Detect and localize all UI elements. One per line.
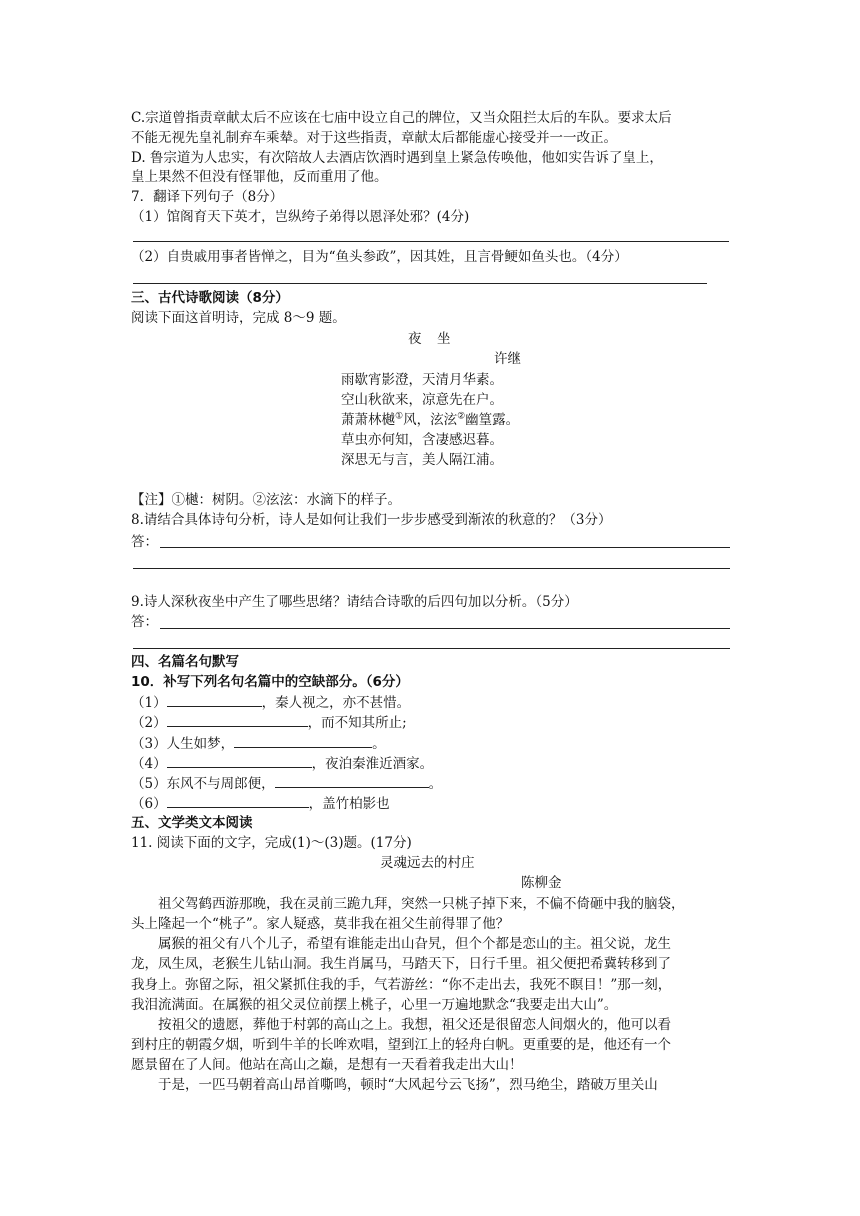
fill-item-2: （2） ，而不知其所止; (131, 712, 407, 733)
paragraph-line: 祖父驾鹤西游那晚，我在灵前三跪九拜，突然一只桃子掉下来，不偏不倚砸中我的脑袋， (131, 896, 685, 912)
fill-blank[interactable] (275, 773, 429, 788)
paragraph-line: 头上隆起一个“桃子”。家人疑惑，莫非我在祖父生前得罪了他？ (131, 916, 510, 932)
fill-blank[interactable] (167, 712, 308, 727)
poem-note: 【注】①樾：树阴。②泫泫：水滴下的样子。 (131, 492, 401, 508)
fill-item-1: （1） ，秦人视之，亦不甚惜。 (131, 692, 410, 713)
paragraph-line: 我身上。弥留之际，祖父紧抓住我的手，气若游丝：“你不走出去，我死不瞑目！”那一刻， (131, 977, 672, 993)
answer-label: 答： (131, 614, 158, 630)
story-author: 陈柳金 (521, 875, 562, 891)
paragraph-line: 属猴的祖父有八个儿子，希望有谁能走出山旮旯，但个个都是恋山的主。祖父说，龙生 (131, 936, 671, 952)
fill-blank[interactable] (234, 733, 372, 748)
poem-author: 许继 (494, 351, 521, 367)
question-8: 8.请结合具体诗句分析，诗人是如何让我们一步步感受到渐浓的秋意的？（3分） (131, 512, 612, 528)
section-5-heading: 五、文学类文本阅读 (131, 815, 253, 831)
footnote-marker-2: ② (457, 411, 466, 422)
answer-line (133, 568, 730, 569)
answer-line (133, 283, 707, 284)
poem-line-4: 草虫亦何知，含凄感迟暮。 (341, 432, 503, 448)
option-d-line-2: 皇上果然不但没有怪罪他，反而重用了他。 (131, 169, 388, 185)
paragraph-line: 我泪流满面。在属猴的祖父灵位前摆上桃子，心里一万遍地默念“我要走出大山”。 (131, 997, 618, 1013)
answer-line (160, 547, 730, 548)
paragraph-line: 到村庄的朝霞夕烟，听到牛羊的长哞欢唱，望到江上的轻舟白帆。更重要的是，他还有一个 (131, 1037, 671, 1053)
section-3-heading: 三、古代诗歌阅读（8分） (131, 290, 289, 306)
option-c-line-1: C.宗道曾指责章献太后不应该在七庙中设立自己的牌位，又当众阻拦太后的车队。要求太后 (131, 110, 672, 126)
question-10: 10．补写下列名句名篇中的空缺部分。（6分） (131, 674, 409, 690)
fill-item-5: （5）东风不与周郎便， 。 (131, 773, 442, 794)
fill-blank[interactable] (167, 692, 262, 707)
paragraph-line: 按祖父的遗愿，葬他于村郭的高山之上。我想，祖父还是很留恋人间烟火的，他可以看 (131, 1017, 671, 1033)
poem-line-3: 萧萧林樾①风，泫泫②幽篁露。 (341, 411, 520, 428)
footnote-marker-1: ① (395, 411, 404, 422)
fill-blank[interactable] (167, 753, 312, 768)
question-7-item-2: （2）自贵戚用事者皆惮之，目为“鱼头参政”，因其姓，且言骨鲠如鱼头也。（4分） (131, 249, 628, 265)
poem-line-5: 深思无与言，美人隔江浦。 (341, 452, 503, 468)
question-7-title: 7．翻译下列句子（8分） (131, 189, 284, 205)
question-7-item-1: （1）馆阁育天下英才，岂纵绔子弟得以恩泽处邪？(4分) (131, 209, 470, 225)
fill-item-4: （4） ，夜泊秦淮近酒家。 (131, 753, 433, 774)
poem-line-2: 空山秋欲来，凉意先在户。 (341, 392, 503, 408)
paragraph-line: 于是，一匹马朝着高山昂首嘶鸣，顿时“大风起兮云飞扬”，烈马绝尘，踏破万里关山 (131, 1077, 658, 1093)
story-title: 灵魂远去的村庄 (380, 855, 475, 871)
paragraph-line: 龙，凤生凤，老猴生儿钻山洞。我生肖属马，马踏天下，日行千里。祖父便把希冀转移到了 (131, 956, 671, 972)
answer-line (133, 648, 730, 649)
question-9: 9.诗人深秋夜坐中产生了哪些思绪？请结合诗歌的后四句加以分析。（5分） (131, 594, 578, 610)
fill-blank[interactable] (167, 793, 309, 808)
fill-item-3: （3）人生如梦， 。 (131, 733, 386, 754)
option-d-line-1: D. 鲁宗道为人忠实，有次陪故人去酒店饮酒时遇到皇上紧急传唤他，他如实告诉了皇上， (131, 150, 663, 166)
answer-label: 答： (131, 534, 158, 550)
answer-line (160, 628, 730, 629)
poem-line-1: 雨歇宵影澄，天清月华素。 (341, 372, 503, 388)
question-11: 11. 阅读下面的文字，完成(1)～(3)题。(17分) (131, 835, 412, 851)
answer-line (133, 241, 729, 242)
paragraph-line: 愿景留在了人间。他站在高山之巅，是想有一天看着我走出大山！ (131, 1057, 523, 1073)
fill-item-6: （6） ，盖竹柏影也 (131, 793, 390, 814)
option-c-line-2: 不能无视先皇礼制弃车乘辇。对于这些指责，章献太后都能虚心接受并一一改正。 (131, 130, 617, 146)
section-3-intro: 阅读下面这首明诗，完成 8～9 题。 (131, 310, 346, 326)
section-4-heading: 四、名篇名句默写 (131, 654, 239, 670)
poem-title: 夜 坐 (408, 331, 452, 347)
